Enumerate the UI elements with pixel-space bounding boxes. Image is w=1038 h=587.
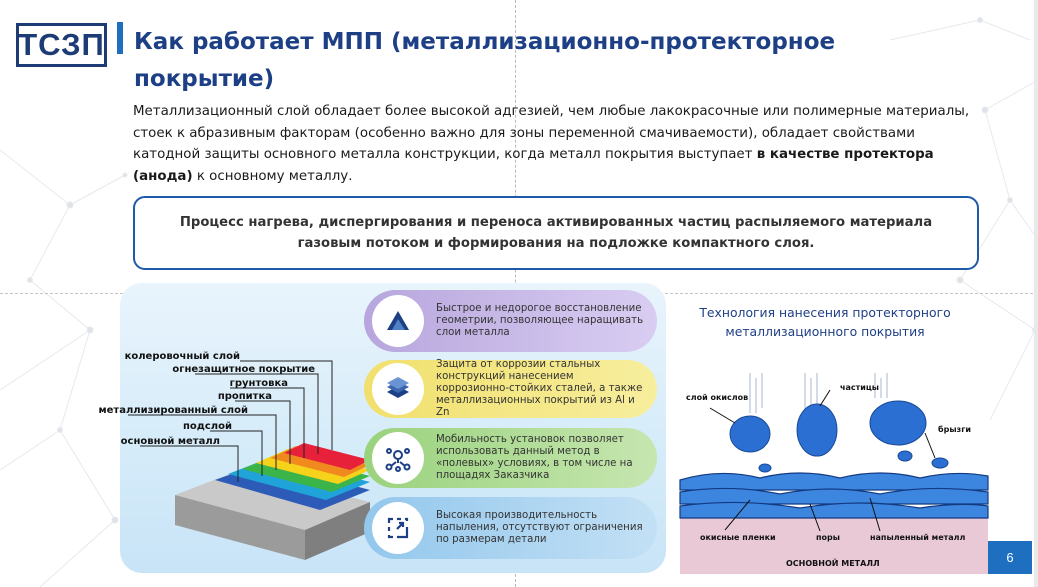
particle-1 bbox=[730, 416, 770, 452]
label-particles: частицы bbox=[840, 383, 880, 392]
splash-1 bbox=[932, 458, 948, 468]
label-oxide-films: окисные пленки bbox=[700, 533, 776, 542]
splash-2 bbox=[898, 451, 912, 461]
page-number-badge: 6 bbox=[988, 541, 1032, 574]
slide-title: Как работает МПП (металлизационно-протекторное покрытие) bbox=[134, 29, 836, 92]
location-network-icon bbox=[372, 432, 424, 484]
sprayed-layer-2 bbox=[680, 488, 988, 504]
particle-2 bbox=[797, 404, 837, 456]
feature-text-corrosion: Защита от коррозии стальных конструкций нанесением коррозионно-стойких сталей, а также металлизационных покрытий из Al и Zn bbox=[436, 359, 643, 418]
feature-text-mobility: Мобильность установок позволяет использовать данный метод в «полевых» условиях, в том числе на площадях Заказчика bbox=[436, 434, 633, 481]
feature-item-corrosion bbox=[364, 360, 657, 418]
label-splashes: брызги bbox=[938, 425, 971, 434]
steel-sheets-icon bbox=[372, 363, 424, 415]
label-base-metal: ОСНОВНОЙ МЕТАЛЛ bbox=[786, 559, 880, 568]
process-callout bbox=[133, 196, 979, 270]
intro-paragraph bbox=[133, 101, 978, 187]
coating-layers-illustration bbox=[98, 330, 370, 570]
logo-text: ТСЗП bbox=[18, 27, 105, 62]
company-logo bbox=[16, 23, 107, 67]
feature-item-geometry bbox=[364, 290, 657, 352]
layer-label-6: подслой bbox=[183, 421, 232, 432]
layer-label-5: металлизированный слой bbox=[98, 405, 248, 416]
layer-label-4: пропитка bbox=[217, 391, 272, 402]
particle-3 bbox=[870, 401, 926, 445]
layer-label-2: огнезащитное покрытие bbox=[172, 364, 315, 375]
feature-item-mobility bbox=[364, 428, 657, 488]
feature-text-geometry: Быстрое и недорогое восстановление геометрии, позволяющее наращивать слои металла bbox=[436, 303, 644, 338]
feature-item-productivity bbox=[364, 497, 657, 559]
splash-3 bbox=[759, 464, 771, 472]
feature-text-productivity: Высокая производительность напыления, отсутствуют ограничения по размерам детали bbox=[436, 510, 643, 545]
layer-label-3: грунтовка bbox=[229, 378, 288, 389]
triangle-geometry-icon bbox=[372, 295, 424, 347]
title-accent-bar bbox=[117, 22, 123, 54]
technology-title: Технология нанесения протекторного металлизационного покрытия bbox=[699, 305, 951, 339]
label-pores: поры bbox=[816, 533, 840, 542]
layer-label-1: колеровочный слой bbox=[124, 351, 240, 362]
layer-label-7: основной металл bbox=[120, 436, 220, 447]
intro-text-part1: Металлизационный слой обладает более высокой адгезией, чем любые лакокрасочные или полимерные материалы, стоек к абразивным факторам (особенно важно для зоны переменной смачиваемости), обладает свойствами катодной защиты основного металла конструкции, когда металл покрытия выступает bbox=[133, 104, 970, 162]
process-text: Процесс нагрева, диспергирования и переноса активированных частиц распыляемого материала газовым потоком и формирования на подложке компактного слоя. bbox=[179, 215, 933, 251]
intro-text-bold: в качестве протектора (анода) bbox=[133, 147, 934, 184]
spraying-technology-diagram bbox=[680, 368, 988, 574]
label-oxide-layer: слой окислов bbox=[686, 393, 749, 402]
label-sprayed-metal: напыленный металл bbox=[870, 533, 966, 542]
intro-text-part2: к основному металлу. bbox=[192, 168, 353, 184]
slide-edge bbox=[1034, 0, 1038, 587]
frame-size-icon bbox=[372, 502, 424, 554]
